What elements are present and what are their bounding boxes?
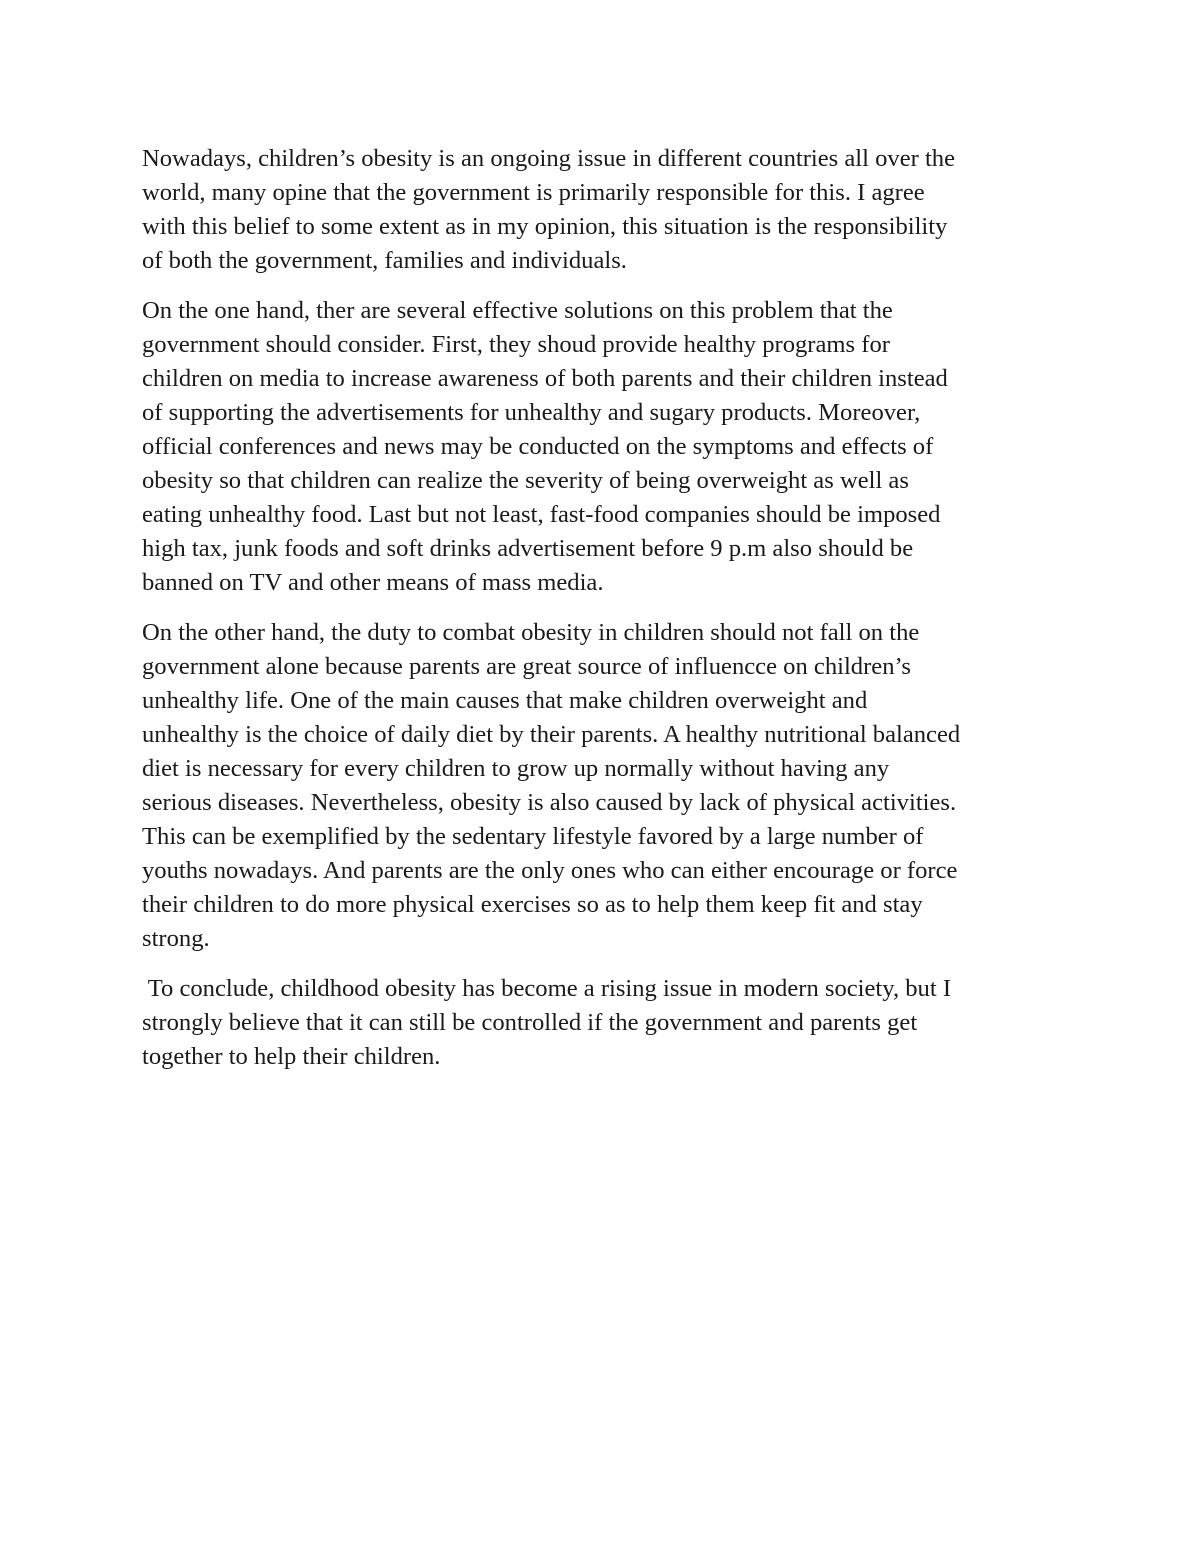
text-line: world, many opine that the government is primarily responsible for this. I agree: [142, 179, 925, 206]
text-line: On the one hand, ther are several effective solutions on this problem that the: [142, 297, 893, 324]
text-line: with this belief to some extent as in my opinion, this situation is the responsibility: [142, 213, 948, 240]
text-line: eating unhealthy food. Last but not least, fast-food companies should be imposed: [142, 501, 941, 528]
text-line: children on media to increase awareness of both parents and their children instead: [142, 365, 948, 392]
text-line: unhealthy life. One of the main causes that make children overweight and: [142, 687, 868, 714]
text-line: youths nowadays. And parents are the only ones who can either encourage or force: [142, 857, 958, 884]
text-line: obesity so that children can realize the severity of being overweight as well as: [142, 467, 909, 494]
text-line: This can be exemplified by the sedentary lifestyle favored by a large number of: [142, 823, 924, 850]
paragraph-introduction: [142, 142, 1067, 278]
text-line: official conferences and news may be conducted on the symptoms and effects of: [142, 433, 934, 460]
text-line: government alone because parents are great source of influencce on children’s: [142, 653, 911, 680]
text-line: serious diseases. Nevertheless, obesity is also caused by lack of physical activities.: [142, 789, 957, 816]
text-line: Nowadays, children’s obesity is an ongoing issue in different countries all over the: [142, 145, 956, 172]
document-body: [142, 142, 1067, 1090]
text-line: banned on TV and other means of mass media.: [142, 569, 604, 596]
text-line: strong.: [142, 925, 210, 952]
text-line: high tax, junk foods and soft drinks advertisement before 9 p.m also should be: [142, 535, 914, 562]
paragraph-conclusion: [142, 972, 1067, 1074]
text-line: of both the government, families and individuals.: [142, 247, 627, 274]
text-line: together to help their children.: [142, 1043, 441, 1070]
text-line: their children to do more physical exercises so as to help them keep fit and stay: [142, 891, 923, 918]
paragraph-body-one: [142, 294, 1067, 600]
text-line: of supporting the advertisements for unhealthy and sugary products. Moreover,: [142, 399, 921, 426]
text-line: On the other hand, the duty to combat obesity in children should not fall on the: [142, 619, 920, 646]
text-line: government should consider. First, they shoud provide healthy programs for: [142, 331, 890, 358]
text-line: unhealthy is the choice of daily diet by their parents. A healthy nutritional balanced: [142, 721, 961, 748]
paragraph-body-two: [142, 616, 1067, 956]
text-line: strongly believe that it can still be controlled if the government and parents get: [142, 1009, 918, 1036]
text-line: To conclude, childhood obesity has become a rising issue in modern society, but I: [142, 975, 952, 1002]
text-line: diet is necessary for every children to grow up normally without having any: [142, 755, 890, 782]
